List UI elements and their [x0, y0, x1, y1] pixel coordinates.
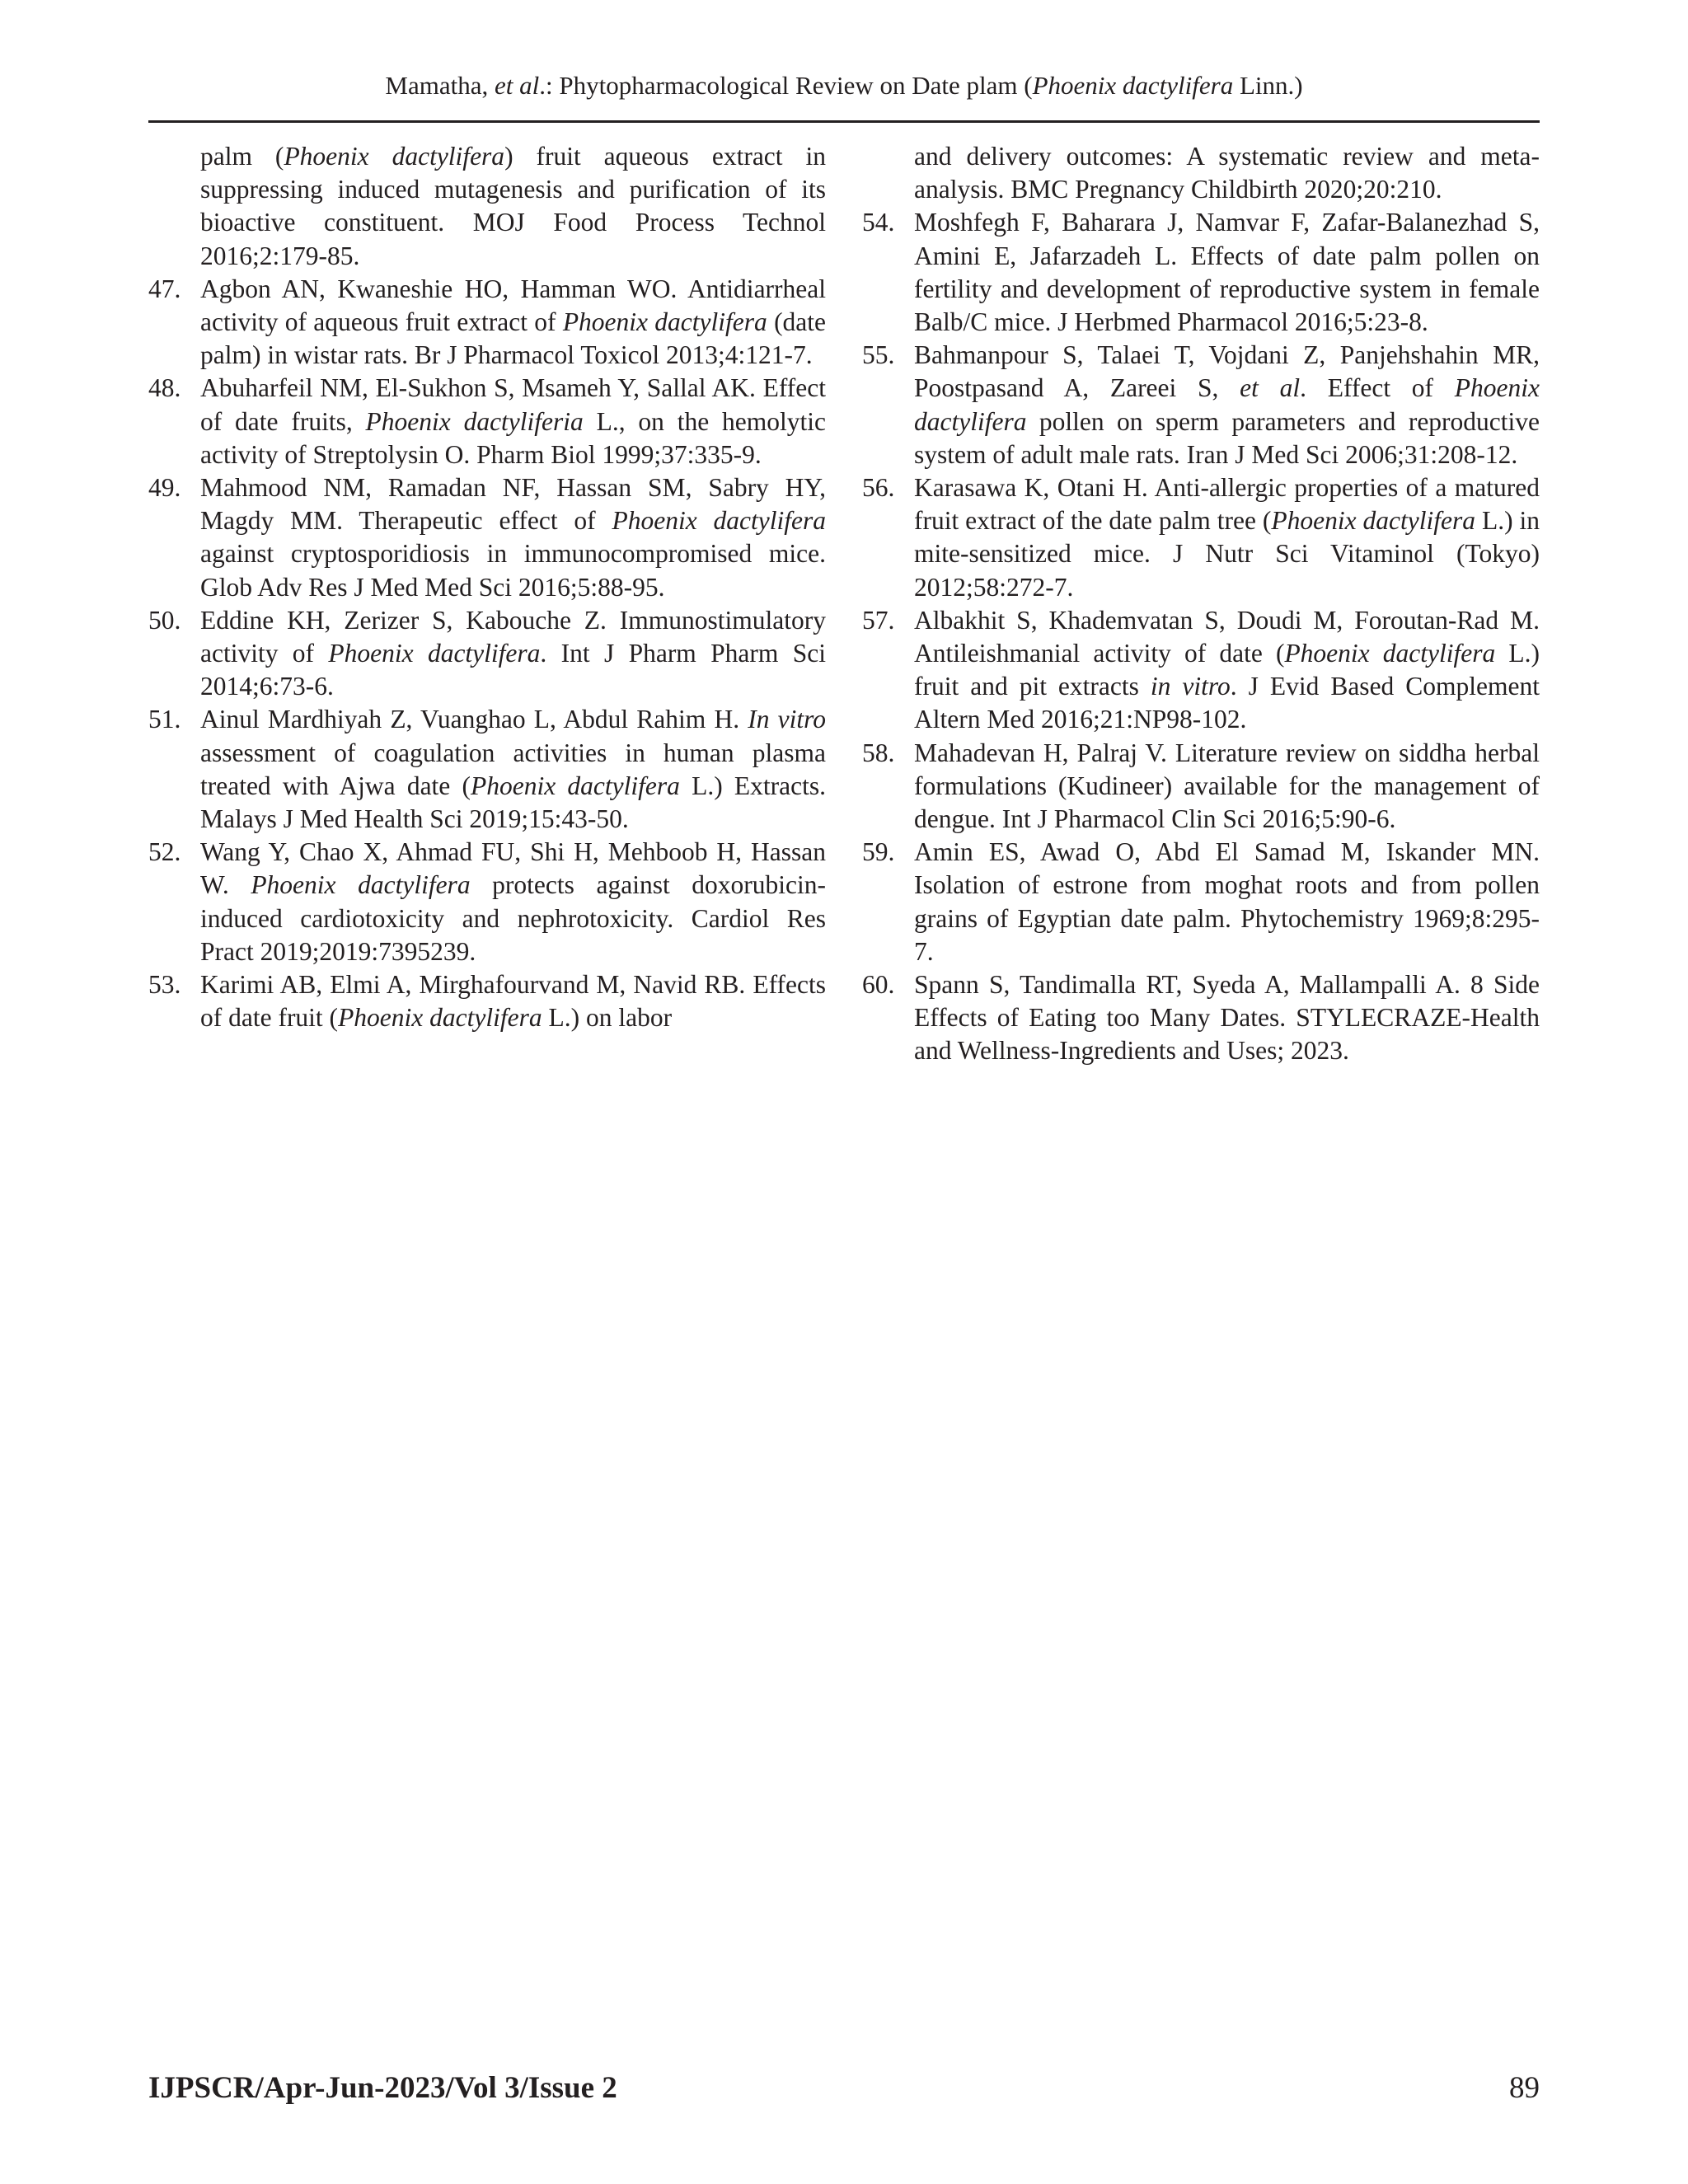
reference-number: 50. [148, 605, 181, 635]
ref-text: Moshfegh F, Baharara J, Namvar F, Zafar-Balanezhad S, Amini E, Jafarzadeh L. Effects of date palm pollen on fertility and development of reproductive system in female Balb/C mice. J Herbmed Pharmacol 2016;5:23-8. [914, 208, 1540, 337]
header-sep: .: [539, 71, 553, 100]
header-title-pre: Phytopharmacological Review on Date plam ( [559, 71, 1033, 100]
reference-number: 56. [862, 473, 895, 503]
header-etal: et al [495, 71, 540, 100]
ref-italic: et al [1240, 373, 1301, 403]
ref-text: Eddine KH, Zerizer S, Kabouche Z. Immunostimulatory activity of [200, 605, 826, 668]
reference-56 [862, 471, 1540, 604]
ref-text: protects against doxorubicin-induced cardiotoxicity and nephrotoxicity. Cardiol Res Pract 2019;2019:7395239. [200, 870, 827, 966]
header-title-post: Linn.) [1239, 71, 1303, 100]
reference-number: 60. [862, 970, 895, 1000]
ref-text: Bahmanpour S, Talaei T, Vojdani Z, Panjehshahin MR, Poostpasand A, Zareei S, [914, 340, 1540, 403]
reference-number: 54. [862, 208, 895, 237]
ref-text: . Int J Pharm Pharm Sci 2014;6:73-6. [200, 639, 826, 701]
reference-number: 53. [148, 970, 181, 1000]
ref-text: pollen on sperm parameters and reproductive system of adult male rats. Iran J Med Sci 2006;31:208-12. [914, 406, 1540, 469]
reference-number: 48. [148, 373, 181, 403]
ref-text: Karasawa K, Otani H. Anti-allergic properties of a matured fruit extract of the date palm tree ( [914, 473, 1540, 536]
ref-text: Mahadevan H, Palraj V. Literature review on siddha herbal formulations (Kudineer) available for the management of dengue. Int J Pharmacol Clin Sci 2016;5:90-6. [914, 738, 1540, 834]
ref-text: Agbon AN, Kwaneshie HO, Hamman WO. Antidiarrheal activity of aqueous fruit extract of [200, 274, 826, 337]
header-rule [148, 120, 1540, 123]
ref-italic: Phoenix dactylifera [1284, 639, 1496, 668]
ref-italic: Phoenix dactylifera [471, 771, 680, 800]
ref-text: Karimi AB, Elmi A, Mirghafourvand M, Navid RB. Effects of date fruit ( [200, 970, 826, 1033]
reference-57 [862, 604, 1540, 737]
reference-number: 55. [862, 340, 895, 370]
reference-number: 49. [148, 473, 181, 503]
left-column [148, 140, 826, 1034]
reference-52 [148, 836, 826, 968]
reference-55 [862, 339, 1540, 471]
ref-text: Ainul Mardhiyah Z, Vuanghao L, Abdul Rahim H. [200, 705, 740, 734]
reference-60 [862, 968, 1540, 1068]
ref-text: Wang Y, Chao X, Ahmad FU, Shi H, Mehboob H, Hassan W. [200, 837, 826, 900]
reference-50 [148, 604, 826, 704]
ref-text: and delivery outcomes: A systematic review and meta-analysis. BMC Pregnancy Childbirth 2020;20:210. [914, 142, 1540, 204]
ref-text: L.) in mite-sensitized mice. J Nutr Sci Vitaminol (Tokyo) 2012;58:272-7. [914, 506, 1540, 602]
running-header [148, 69, 1540, 102]
ref-text: L., on the hemolytic activity of Streptolysin O. Pharm Biol 1999;37:335-9. [200, 406, 827, 469]
reference-number: 52. [148, 837, 181, 867]
ref-italic: Phoenix dactyliferia [365, 406, 584, 436]
reference-46-continued [148, 140, 826, 273]
reference-47 [148, 273, 826, 373]
ref-text: against cryptosporidiosis in immunocompromised mice. Glob Adv Res J Med Med Sci 2016;5:88-95. [200, 539, 826, 602]
reference-59 [862, 836, 1540, 968]
header-authors: Mamatha, [385, 71, 489, 100]
ref-italic: Phoenix dactylifera [284, 142, 505, 171]
header-title-species: Phoenix dactylifera [1032, 71, 1234, 100]
ref-italic: Phoenix dactylifera [562, 307, 767, 337]
right-column [862, 140, 1540, 1068]
footer-page-number: 89 [1509, 2071, 1540, 2105]
reference-48 [148, 372, 826, 471]
ref-text: assessment of coagulation activities in human plasma treated with Ajwa date ( [200, 738, 826, 800]
ref-text: L.) on labor [548, 1003, 673, 1033]
footer-journal-issue: IJPSCR/Apr-Jun-2023/Vol 3/Issue 2 [148, 2071, 617, 2105]
ref-italic: Phoenix dactylifera [328, 639, 541, 668]
ref-italic: Phoenix dactylifera [612, 506, 826, 536]
ref-text: palm ( [200, 142, 284, 171]
ref-italic: Phoenix dactylifera [1271, 506, 1475, 536]
reference-49 [148, 471, 826, 604]
reference-number: 59. [862, 837, 895, 867]
ref-text: Spann S, Tandimalla RT, Syeda A, Mallampalli A. 8 Side Effects of Eating too Many Dates. STYLECRAZE-Health and Wellness-Ingredients and Uses; 2023. [914, 970, 1540, 1066]
ref-text: ) fruit aqueous extract in suppressing induced mutagenesis and purification of its bioactive constituent. MOJ Food Process Technol 2016;2:179-85. [200, 142, 826, 270]
reference-number: 47. [148, 274, 181, 303]
reference-number: 51. [148, 705, 181, 734]
ref-text: Amin ES, Awad O, Abd El Samad M, Iskander MN. Isolation of estrone from moghat roots and from pollen grains of Egyptian date palm. Phytochemistry 1969;8:295-7. [914, 837, 1540, 966]
ref-italic: Phoenix dactylifera [914, 373, 1540, 436]
ref-italic: In vitro [748, 705, 827, 734]
reference-number: 58. [862, 738, 895, 767]
ref-text: (date palm) in wistar rats. Br J Pharmacol Toxicol 2013;4:121-7. [200, 307, 827, 370]
reference-51 [148, 703, 826, 836]
ref-italic: Phoenix dactylifera [338, 1003, 542, 1033]
ref-text: L.) fruit and pit extracts [914, 639, 1540, 701]
reference-58 [862, 737, 1540, 837]
ref-text: . J Evid Based Complement Altern Med 2016;21:NP98-102. [914, 672, 1540, 734]
reference-number: 57. [862, 605, 895, 635]
ref-text: . Effect of [1300, 373, 1434, 403]
ref-text: Mahmood NM, Ramadan NF, Hassan SM, Sabry HY, Magdy MM. Therapeutic effect of [200, 473, 826, 536]
ref-italic: Phoenix dactylifera [251, 870, 471, 900]
ref-text: L.) Extracts. Malays J Med Health Sci 2019;15:43-50. [200, 771, 827, 834]
reference-53 [148, 968, 826, 1034]
reference-53-continued [862, 140, 1540, 206]
ref-text: Abuharfeil NM, El-Sukhon S, Msameh Y, Sallal AK. Effect of date fruits, [200, 373, 826, 436]
ref-italic: in vitro [1150, 672, 1231, 701]
ref-text: Albakhit S, Khademvatan S, Doudi M, Foroutan-Rad M. Antileishmanial activity of date ( [914, 605, 1540, 668]
reference-54 [862, 206, 1540, 339]
